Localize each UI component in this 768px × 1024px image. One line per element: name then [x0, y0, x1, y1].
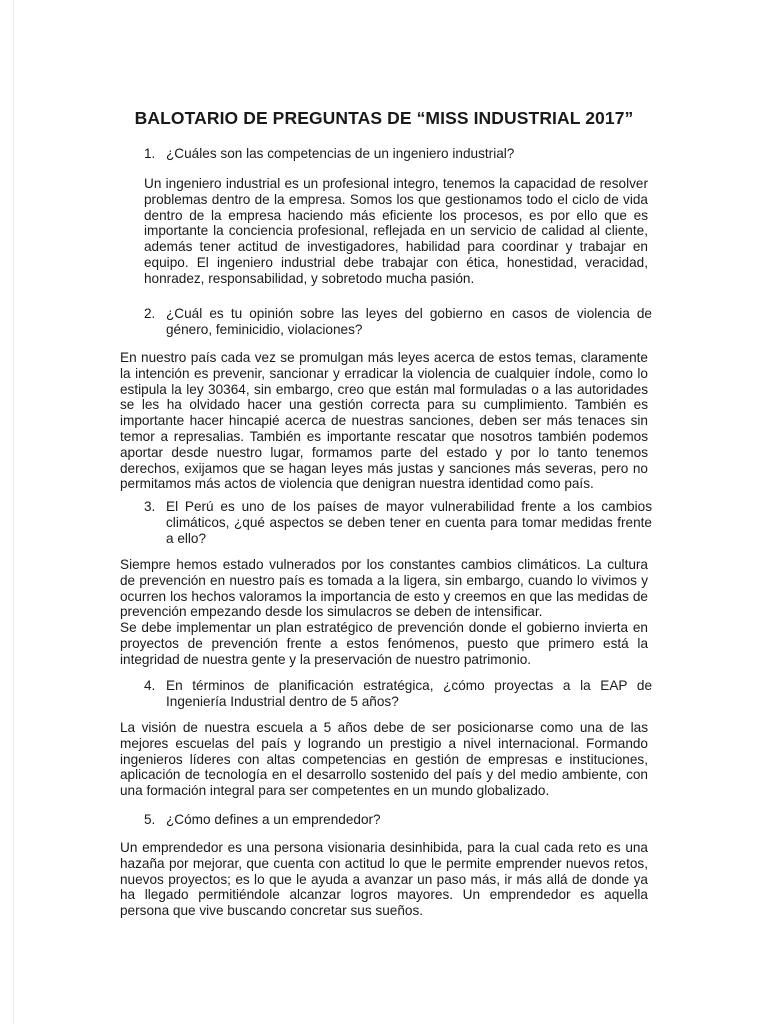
question-number: 4.	[144, 678, 156, 693]
question-1	[144, 146, 652, 162]
answer-4: La visión de nuestra escuela a 5 años debe de ser posicionarse como una de las mejores escuelas del país y logrando un prestigio a nivel internacional. Formando ingenieros líderes con altas competencias en gestión de empresas e instituciones, aplicación de tecnología en el desarrollo sostenido del país y del medio ambiente, con una formación integral para ser competentes en un mundo globalizado.	[120, 720, 648, 799]
question-text: El Perú es uno de los países de mayor vulnerabilidad frente a los cambios climáticos, ¿qué aspectos se deben tener en cuenta para tomar medidas frente a ello?	[166, 499, 652, 546]
answer-3-continued: Se debe implementar un plan estratégico de prevención donde el gobierno invierta en proyectos de prevención frente a estos fenómenos, puesto que primero está la integridad de nuestra gente y la preservación de nuestro patrimonio.	[120, 620, 648, 667]
question-number: 3.	[144, 499, 156, 514]
question-number: 2.	[144, 306, 156, 321]
question-number: 5.	[144, 812, 156, 827]
answer-3: Siempre hemos estado vulnerados por los constantes cambios climáticos. La cultura de prevención en nuestro país es tomada a la ligera, sin embargo, cuando lo vivimos y ocurren los hechos valoramos la importancia de esto y creemos en que las medidas de prevención empezando desde los simulacros se deben de intensificar.	[120, 557, 648, 620]
document-title: BALOTARIO DE PREGUNTAS DE “MISS INDUSTRIAL 2017”	[134, 108, 634, 128]
question-text: ¿Cuáles son las competencias de un ingeniero industrial?	[166, 146, 515, 161]
answer-1: Un ingeniero industrial es un profesional integro, tenemos la capacidad de resolver problemas dentro de la empresa. Somos los que gestionamos todo el ciclo de vida dentro de la empresa haciendo más eficiente los procesos, es por ello que es importante la conciencia profesional, reflejada en un servicio de calidad al cliente, además tener actitud de investigadores, habilidad para coordinar y trabajar en equipo. El ingeniero industrial debe trabajar con ética, honestidad, veracidad, honradez, responsabilidad, y sobretodo mucha pasión.	[144, 176, 648, 286]
question-number: 1.	[144, 146, 156, 161]
question-4	[144, 678, 652, 710]
answer-2: En nuestro país cada vez se promulgan más leyes acerca de estos temas, claramente la intención es prevenir, sancionar y erradicar la violencia de cualquier índole, como lo estipula la ley 30364, sin embargo, creo que están mal formuladas o a las autoridades se les ha olvidado hacer una gestión correcta para su cumplimiento. También es importante hacer hincapié acerca de nuestras sanciones, deben ser más tenaces sin temor a represalias. También es importante rescatar que nosotros también podemos aportar desde nuestro lugar, formamos parte del estado y por lo tanto tenemos derechos, exijamos que se hagan leyes más justas y sanciones más severas, pero no permitamos más actos de violencia que denigran nuestra identidad como país.	[120, 350, 648, 492]
question-3	[144, 499, 652, 546]
question-2	[144, 306, 652, 338]
question-5	[144, 812, 652, 828]
question-text: En términos de planificación estratégica, ¿cómo proyectas a la EAP de Ingeniería Industrial dentro de 5 años?	[166, 678, 652, 709]
question-text: ¿Cuál es tu opinión sobre las leyes del gobierno en casos de violencia de género, feminicidio, violaciones?	[166, 306, 652, 337]
question-text: ¿Cómo defines a un emprendedor?	[166, 812, 381, 827]
answer-5: Un emprendedor es una persona visionaria desinhibida, para la cual cada reto es una hazaña por mejorar, que cuenta con actitud lo que le permite emprender nuevos retos, nuevos proyectos; es lo que le ayuda a avanzar un paso más, ir más allá de donde ya ha llegado permitiéndole alcanzar logros mayores. Un emprendedor es aquella persona que vive buscando concretar sus sueños.	[120, 840, 648, 919]
page-edge-line	[13, 0, 14, 1024]
